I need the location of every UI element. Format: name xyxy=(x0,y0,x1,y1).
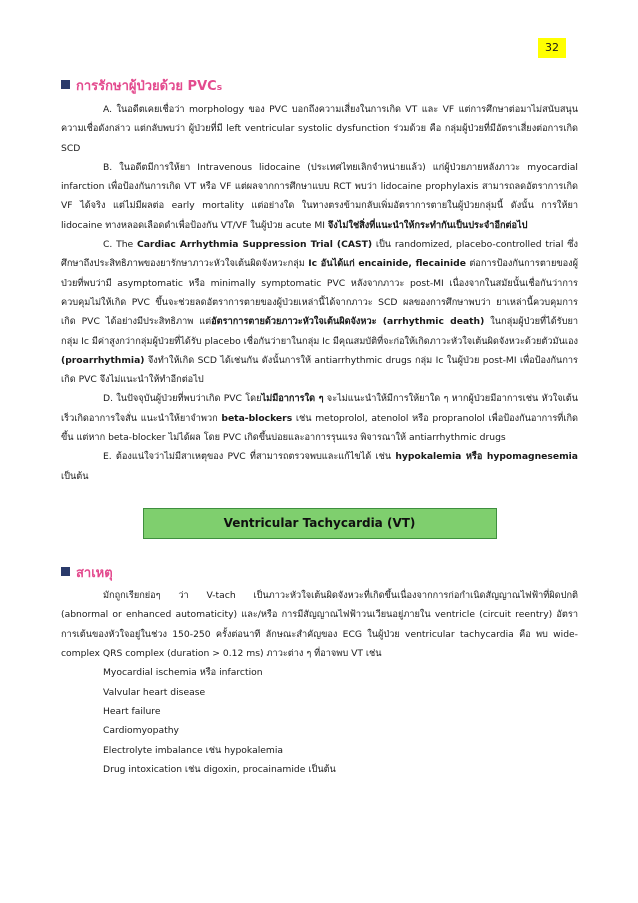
list-item: Cardiomyopathy xyxy=(103,725,179,737)
list-item: Drug intoxication เช่น digoxin, procainamide เป็นต้น xyxy=(103,764,336,776)
square-bullet-icon xyxy=(61,80,70,89)
heading-text: สาเหตุ xyxy=(76,565,113,581)
paragraph-b: B. ในอดีตมีการให้ยา Intravenous lidocaine (ประเทศไทยเลิกจำหน่ายแล้ว) แก่ผู้ป่วยภายหลังภาวะ myocardial infarction เพื่อป้องกันการเกิด VT หรือ VF แต่ผลจากการศึกษาแบบ RCT พบว่า lidocaine prophylaxis สามารถลดอัตราการเกิด VF ได้จริง แต่ไม่มีผลต่อ early mortality แต่อย่างใด ในทางตรงข้ามกลับเพิ่มอัตราการตายในผู้ป่วยกลุ่มนี้ ดังนั้น การให้ยา lidocaine ทางหลอดเลือดดำเพื่อป้องกัน VT/VF ในผู้ป่วย acute MI จึงไม่ใช่สิ่งที่แนะนำให้กระทำกันเป็นประจำอีกต่อไป xyxy=(61,161,578,231)
list-item: Valvular heart disease xyxy=(103,686,206,698)
section-banner-vt: Ventricular Tachycardia (VT) xyxy=(143,508,497,539)
list-item: Heart failure xyxy=(103,705,161,717)
list-item: Myocardial ischemia หรือ infarction xyxy=(103,667,263,679)
paragraph-e: E. ต้องแน่ใจว่าไม่มีสาเหตุของ PVC ที่สามารถตรวจพบและแก้ไขได้ เช่น hypokalemia หรือ hypomagnesemia เป็นต้น xyxy=(61,451,578,482)
page-number: 32 xyxy=(538,38,566,58)
paragraph-c: C. The Cardiac Arrhythmia Suppression Trial (CAST) เป็น randomized, placebo-controlled trial ซึ่งศึกษาถึงประสิทธิภาพของยารักษาภาวะหัวใจเต้นผิดจังหวะกลุ่ม Ic อันได้แก่ encainide, flecainide ต่อการป้องกันการตายของผู้ป่วยที่พบว่ามี asymptomatic หรือ minimally symptomatic PVC หลังจากภาวะ post-MI เนื่องจากในสมัยนั้นเชื่อกันว่าการควบคุมไม่ให้เกิด PVC ขึ้นจะช่วยลดอัตราการตายของผู้ป่วยเหล่านี้ได้จากภาวะ SCD ผลของการศึกษาพบว่า ยาเหล่านี้ควบคุมการเกิด PVC ได้อย่างมีประสิทธิภาพ แต่อัตราการตายด้วยภาวะหัวใจเต้นผิดจังหวะ (arrhythmic death) ในกลุ่มผู้ป่วยที่ได้รับยา กลุ่ม Ic มีค่าสูงกว่ากลุ่มผู้ป่วยที่ได้รับ placebo เชื่อกันว่ายาในกลุ่ม Ic มีคุณสมบัติที่จะก่อให้เกิดภาวะหัวใจเต้นผิดจังหวะด้วยตัวมันเอง (proarrhythmia) จึงทำให้เกิด SCD ได้เช่นกัน ดังนั้นการให้ antiarrhythmic drugs กลุ่ม Ic ในผู้ป่วย post-MI เพื่อป้องกันการเกิด PVC จึงไม่แนะนำให้ทำอีกต่อไป xyxy=(61,239,578,386)
causes-list xyxy=(61,663,578,779)
list-item: Electrolyte imbalance เช่น hypokalemia xyxy=(103,744,284,756)
document-body xyxy=(61,78,578,780)
paragraph-vt-intro: มักถูกเรียกย่อๆ ว่า V-tach เป็นภาวะหัวใจเต้นผิดจังหวะที่เกิดขึ้นเนื่องจากการก่อกำเนิดสัญญาณไฟฟ้าที่ผิดปกติ (abnormal or enhanced automaticity) และ/หรือ การมีสัญญาณไฟฟ้าวนเวียนอยู่ภายใน ventricle (circuit reentry) อัตราการเต้นของหัวใจอยู่ในช่วง 150-250 ครั้งต่อนาที ลักษณะสำคัญของ ECG ในผู้ป่วย ventricular tachycardia คือ พบ wide-complex QRS complex (duration > 0.12 ms) ภาวะต่าง ๆ ที่อาจพบ VT เช่น xyxy=(61,589,578,659)
heading-subscript: s xyxy=(216,83,223,93)
square-bullet-icon xyxy=(61,567,70,576)
section-heading-causes xyxy=(61,565,578,583)
section-heading-treatment xyxy=(61,78,578,97)
heading-text: การรักษาผู้ป่วยด้วย PVC xyxy=(76,79,217,94)
paragraph-a: A. ในอดีตเคยเชื่อว่า morphology ของ PVC บอกถึงความเสี่ยงในการเกิด VT และ VF แต่การศึกษาต่อมาไม่สนับสนุนความเชื่อดังกล่าว แต่กลับพบว่า ผู้ป่วยที่มี left ventricular systolic dysfunction ร่วมด้วย คือ กลุ่มผู้ป่วยที่มีอัตราเสี่ยงต่อการเกิด SCD xyxy=(61,104,578,154)
paragraph-d: D. ในปัจจุบันผู้ป่วยที่พบว่าเกิด PVC โดยไม่มีอาการใด ๆ จะไม่แนะนำให้มีการให้ยาใด ๆ หากผู้ป่วยมีอาการเช่น หัวใจเต้นเร็วเกิดอาการใจสั่น แนะนำให้ยาจำพวก beta-blockers เช่น metoprolol, atenolol หรือ propranolol เพื่อป้องกันอาการที่เกิดขึ้น แต่หาก beta-blocker ไม่ได้ผล โดย PVC เกิดขึ้นบ่อยและอาการรุนแรง พิจารณาให้ antiarrhythmic drugs xyxy=(61,393,578,444)
